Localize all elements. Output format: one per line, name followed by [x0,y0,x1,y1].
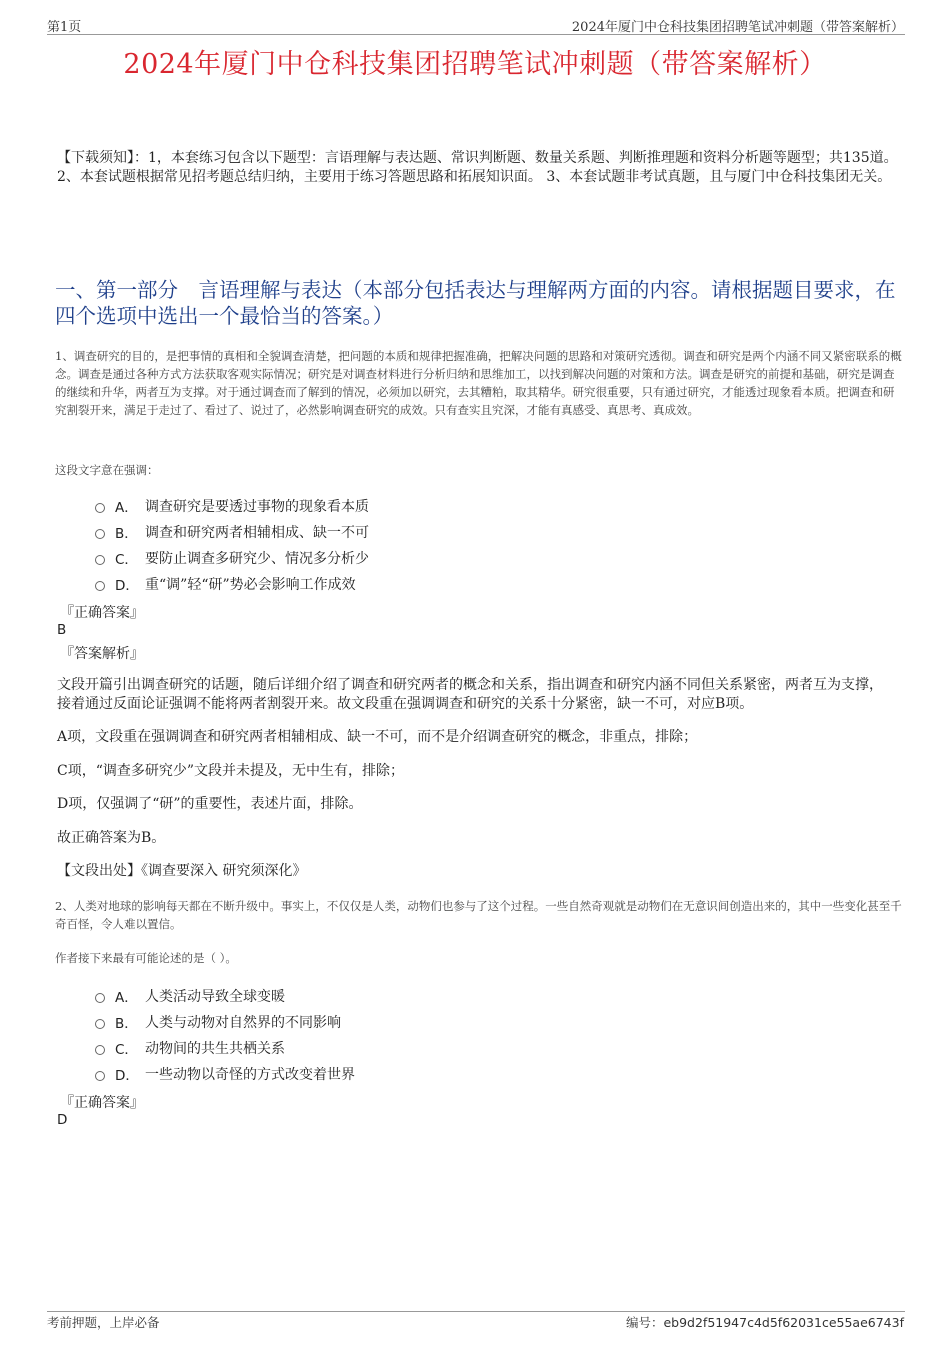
option-a[interactable] [95,496,369,516]
footer-slogan: 考前押题，上岸必备 [47,1315,160,1330]
section-title: 一、第一部分 言语理解与表达（本部分包括表达与理解两方面的内容。请根据题目要求，在四个选项中选出一个最恰当的答案。） [55,278,896,328]
radio-icon[interactable] [95,993,105,1003]
analysis-paragraph: 文段开篇引出调查研究的话题，随后详细介绍了调查和研究两者的概念和关系，指出调查和研究内涵不同但关系紧密，两者互为支撑，接着通过反面论证强调不能将两者割裂开来。故文段重在强调调查和研究的关系十分紧密，缺一不可，对应B项。 [57,677,883,712]
analysis-label: 『答案解析』 [60,646,144,662]
radio-icon[interactable] [95,503,105,513]
option-letter: D． [115,1068,139,1084]
option-text: 重“调”轻“研”势必会影响工作成效 [145,577,356,593]
question-1-prompt: 这段文字意在强调： [55,463,159,477]
option-text: 人类活动导致全球变暖 [145,989,285,1005]
option-letter: A． [115,500,138,516]
footer-code [626,1313,904,1331]
option-letter: A． [115,990,138,1006]
analysis-paragraph: A项，文段重在强调调查和研究两者相辅相成、缺一不可，而不是介绍调查研究的概念，非重点，排除； [57,729,698,745]
question-2-prompt: 作者接下来最有可能论述的是（ ）。 [55,951,237,965]
option-text: 调查和研究两者相辅相成、缺一不可 [145,525,369,541]
option-c[interactable] [95,548,369,568]
radio-icon[interactable] [95,1019,105,1029]
option-text: 一些动物以奇怪的方式改变着世界 [145,1067,355,1083]
answer-value: D [57,1112,68,1128]
answer-value: B [57,622,67,638]
download-notice: 【下载须知】：1，本套练习包含以下题型：言语理解与表达题、常识判断题、数量关系题、判断推理题和资料分析题等题型；共135道。 2、本套试题根据常见招考题总结归纳，主要用于练习答题思路和拓展知识面。 3、本套试题非考试真题，且与厦门中仓科技集团无关。 [57,150,898,185]
answer-label: 『正确答案』 [60,1095,144,1111]
footer-code-value: eb9d2f51947c4d5f62031ce55ae6743f [663,1315,904,1330]
radio-icon[interactable] [95,1045,105,1055]
option-text: 人类与动物对自然界的不同影响 [145,1015,341,1031]
analysis-paragraph: 故正确答案为B。 [57,830,166,846]
option-text: 调查研究是要透过事物的现象看本质 [145,499,369,515]
header-doc-title: 2024年厦门中仓科技集团招聘笔试冲刺题（带答案解析） [571,20,904,35]
option-c[interactable] [95,1038,285,1058]
option-text: 动物间的共生共栖关系 [145,1041,285,1057]
option-a[interactable] [95,986,285,1006]
option-b[interactable] [95,1012,341,1032]
header-divider [47,34,905,35]
option-d[interactable] [95,574,356,594]
footer-code-label: 编号： [625,1315,664,1330]
option-text: 要防止调查多研究少、情况多分析少 [145,551,369,567]
radio-icon[interactable] [95,529,105,539]
answer-label: 『正确答案』 [60,605,144,621]
radio-icon[interactable] [95,1071,105,1081]
option-d[interactable] [95,1064,355,1084]
option-letter: D． [115,578,139,594]
option-letter: B． [115,1016,138,1032]
option-letter: C． [115,552,138,568]
question-1-text: 1、调查研究的目的，是把事情的真相和全貌调查清楚，把问题的本质和规律把握准确，把解决问题的思路和对策研究透彻。调查和研究是两个内涵不同又紧密联系的概念。调查是通过各种方式方法获取客观实际情况；研究是对调查材料进行分析归纳和思维加工，以找到解决问题的对策和方法。调查是研究的前提和基础，研究是调查的继续和升华，两者互为支撑。对于通过调查而了解到的情况，必须加以研究，去其糟粕，取其精华。研究很重要，只有通过研究，才能透过现象看本质。把调查和研究割裂开来，满足于走过了、看过了、说过了，必然影响调查研究的成效。只有查实且究深，才能有真感受、真思考、真成效。 [55,349,902,417]
page-number: 第1页 [47,20,82,35]
option-letter: B． [115,526,138,542]
page-title: 2024年厦门中仓科技集团招聘笔试冲刺题（带答案解析） [123,49,827,80]
footer-divider [47,1311,905,1312]
analysis-paragraph: D项，仅强调了“研”的重要性，表述片面，排除。 [57,796,363,812]
radio-icon[interactable] [95,581,105,591]
radio-icon[interactable] [95,555,105,565]
source-note: 【文段出处】《调查要深入 研究须深化》 [57,863,307,879]
option-b[interactable] [95,522,369,542]
option-letter: C． [115,1042,138,1058]
analysis-paragraph: C项，“调查多研究少”文段并未提及，无中生有，排除； [57,763,405,779]
question-2-text: 2、人类对地球的影响每天都在不断升级中。事实上，不仅仅是人类，动物们也参与了这个过程。一些自然奇观就是动物们在无意识间创造出来的，其中一些变化甚至千奇百怪，令人难以置信。 [55,899,902,931]
